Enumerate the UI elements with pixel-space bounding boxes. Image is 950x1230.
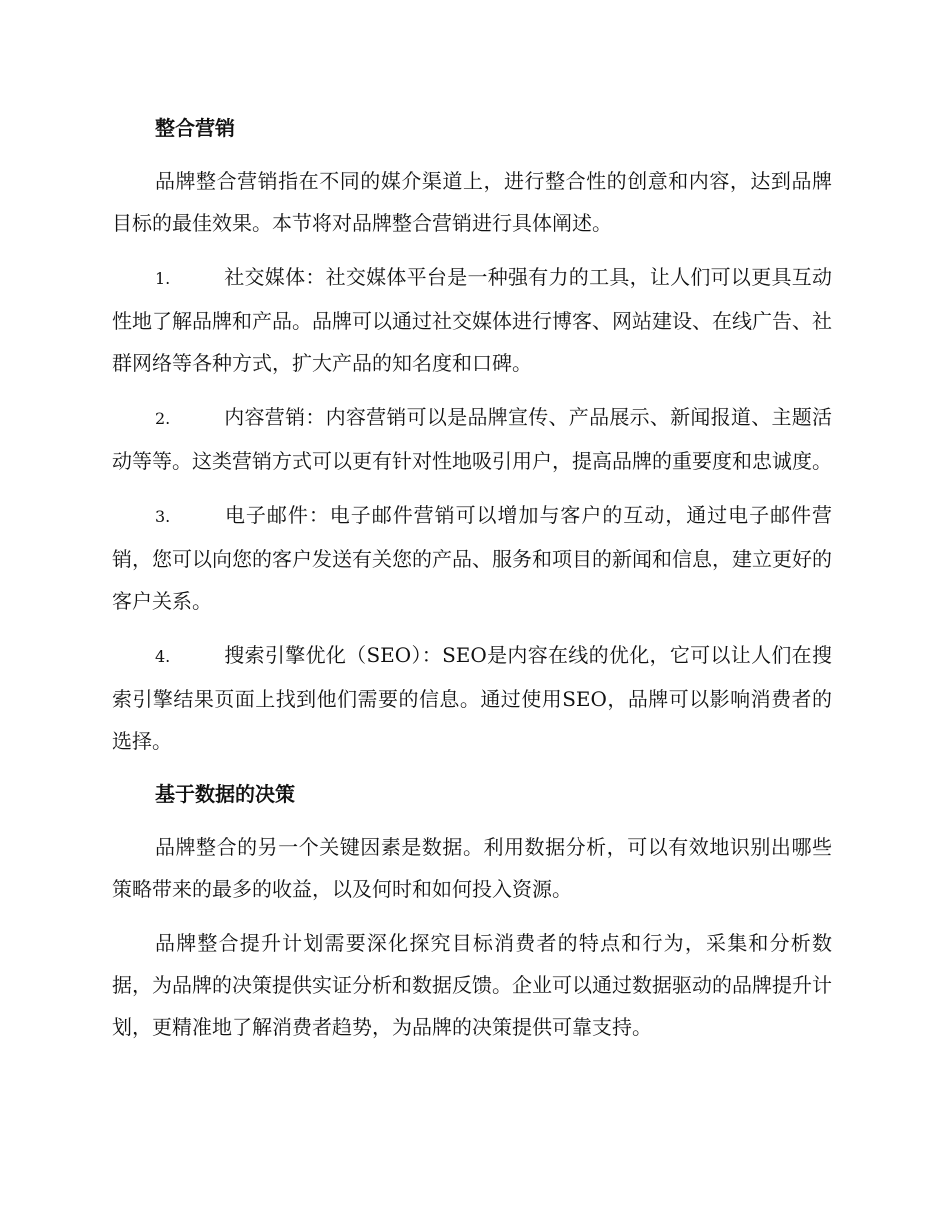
list-number: 3. xyxy=(155,507,171,526)
document-page xyxy=(112,108,832,1060)
section-heading-integrated-marketing: 整合营销 xyxy=(155,116,235,140)
list-item-text: 社交媒体：社交媒体平台是一种强有力的工具，让人们可以更具互动性地了解品牌和产品。品牌可以通过社交媒体进行博客、网站建设、在线广告、社群网络等各种方式，扩大产品的知名度和口碑。 xyxy=(112,265,832,375)
intro-paragraph: 品牌整合营销指在不同的媒介渠道上，进行整合性的创意和内容，达到品牌目标的最佳效果。本节将对品牌整合营销进行具体阐述。 xyxy=(112,169,832,235)
list-item-social-media xyxy=(112,256,832,384)
list-item-email xyxy=(112,494,832,622)
section-heading-data-driven-decisions: 基于数据的决策 xyxy=(155,782,295,806)
list-item-text: 搜索引擎优化（SEO）：SEO是内容在线的优化，它可以让人们在搜索引擎结果页面上找到他们需要的信息。通过使用SEO，品牌可以影响消费者的选择。 xyxy=(112,643,832,753)
data-paragraph: 品牌整合提升计划需要深化探究目标消费者的特点和行为，采集和分析数据，为品牌的决策提供实证分析和数据反馈。企业可以通过数据驱动的品牌提升计划，更精准地了解消费者趋势，为品牌的决策提供可靠支持。 xyxy=(112,931,832,1039)
list-item-text: 内容营销：内容营销可以是品牌宣传、产品展示、新闻报道、主题活动等等。这类营销方式可以更有针对性地吸引用户，提高品牌的重要度和忠诚度。 xyxy=(112,405,832,473)
list-item-seo xyxy=(112,634,832,762)
list-number: 4. xyxy=(155,647,171,666)
list-number: 1. xyxy=(155,269,171,288)
list-item-content-marketing xyxy=(112,396,832,482)
list-item-text: 电子邮件：电子邮件营销可以增加与客户的互动，通过电子邮件营销，您可以向您的客户发送有关您的产品、服务和项目的新闻和信息，建立更好的客户关系。 xyxy=(112,503,832,613)
data-paragraph: 品牌整合的另一个关键因素是数据。利用数据分析，可以有效地识别出哪些策略带来的最多的收益，以及何时和如何投入资源。 xyxy=(112,835,832,901)
list-number: 2. xyxy=(155,409,171,428)
